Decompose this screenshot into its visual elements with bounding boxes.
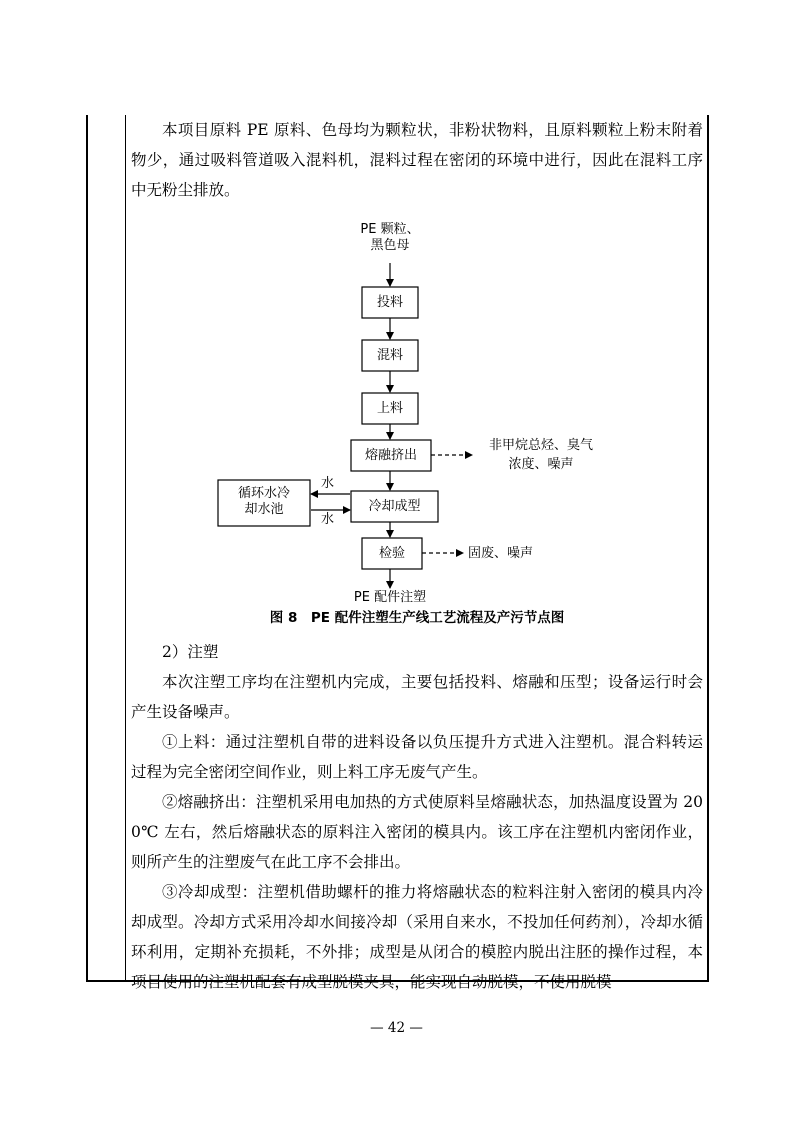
process-flowchart xyxy=(131,218,703,608)
cell-content xyxy=(131,115,703,997)
paragraph-step-cool: ③冷却成型：注塑机借助螺杆的推力将熔融状态的粒料注射入密闭的模具内冷却成型。冷却方式采用冷却水间接冷却（采用自来水，不投加任何药剂），冷却水循环利用，定期补充损耗，不外排；成型是从闭合的模腔内脱出注胚的操作过程，本项目使用的注塑机配套有成型脱模夹具，能实现自动脱模，不使用脱模 xyxy=(131,883,703,991)
step-melt-label: 熔融挤出 xyxy=(364,448,417,463)
section-heading: 2）注塑 xyxy=(162,643,219,661)
input-label-line1: PE 颗粒、 xyxy=(360,222,420,237)
page-number: — 42 — xyxy=(370,1020,423,1036)
paragraph-overview: 本次注塑工序均在注塑机内完成，主要包括投料、熔融和压型；设备运行时会产生设备噪声。 xyxy=(131,673,703,721)
table-column-divider xyxy=(125,115,126,980)
emission-melt-label xyxy=(480,436,602,474)
input-label-line2: 黑色母 xyxy=(370,238,410,253)
water-out-label: 水 xyxy=(321,476,335,491)
paragraph-step-melt: ②熔融挤出：注塑机采用电加热的方式使原料呈熔融状态，加热温度设置为 200℃ 左右，然后熔融状态的原料注入密闭的模具内。该工序在注塑机内密闭作业，则所产生的注塑废气在此工序不会排出。 xyxy=(131,793,703,871)
cooling-pool-line1: 循环水冷 xyxy=(237,486,290,501)
input-label xyxy=(340,222,440,254)
cooling-pool-line2: 却水池 xyxy=(244,502,284,517)
paragraph-raw-material: 本项目原料 PE 原料、色母均为颗粒状，非粉状物料，且原料颗粒上粉末附着物少，通过吸料管道吸入混料机，混料过程在密闭的环境中进行，因此在混料工序中无粉尘排放。 xyxy=(131,121,703,199)
step-cool-label: 冷却成型 xyxy=(368,499,421,514)
paragraph-step-load: ①上料：通过注塑机自带的进料设备以负压提升方式进入注塑机。混合料转运过程为完全密闭空间作业，则上料工序无废气产生。 xyxy=(131,733,703,781)
emission-inspect-label: 固废、噪声 xyxy=(468,546,534,561)
output-label: PE 配件注塑 xyxy=(353,590,427,605)
step-mix-label: 混料 xyxy=(376,348,403,363)
step-load-label: 上料 xyxy=(376,401,403,416)
step-inspect-label: 检验 xyxy=(378,546,405,561)
figure-caption: 图 8 PE 配件注塑生产线工艺流程及产污节点图 xyxy=(269,610,565,626)
cooling-pool-label xyxy=(218,486,310,518)
step-feed-label: 投料 xyxy=(376,295,403,310)
water-in-label: 水 xyxy=(321,512,335,527)
emission-melt-line1: 非甲烷总烃、臭气 xyxy=(488,438,593,453)
emission-melt-line2: 浓度、噪声 xyxy=(508,457,574,472)
